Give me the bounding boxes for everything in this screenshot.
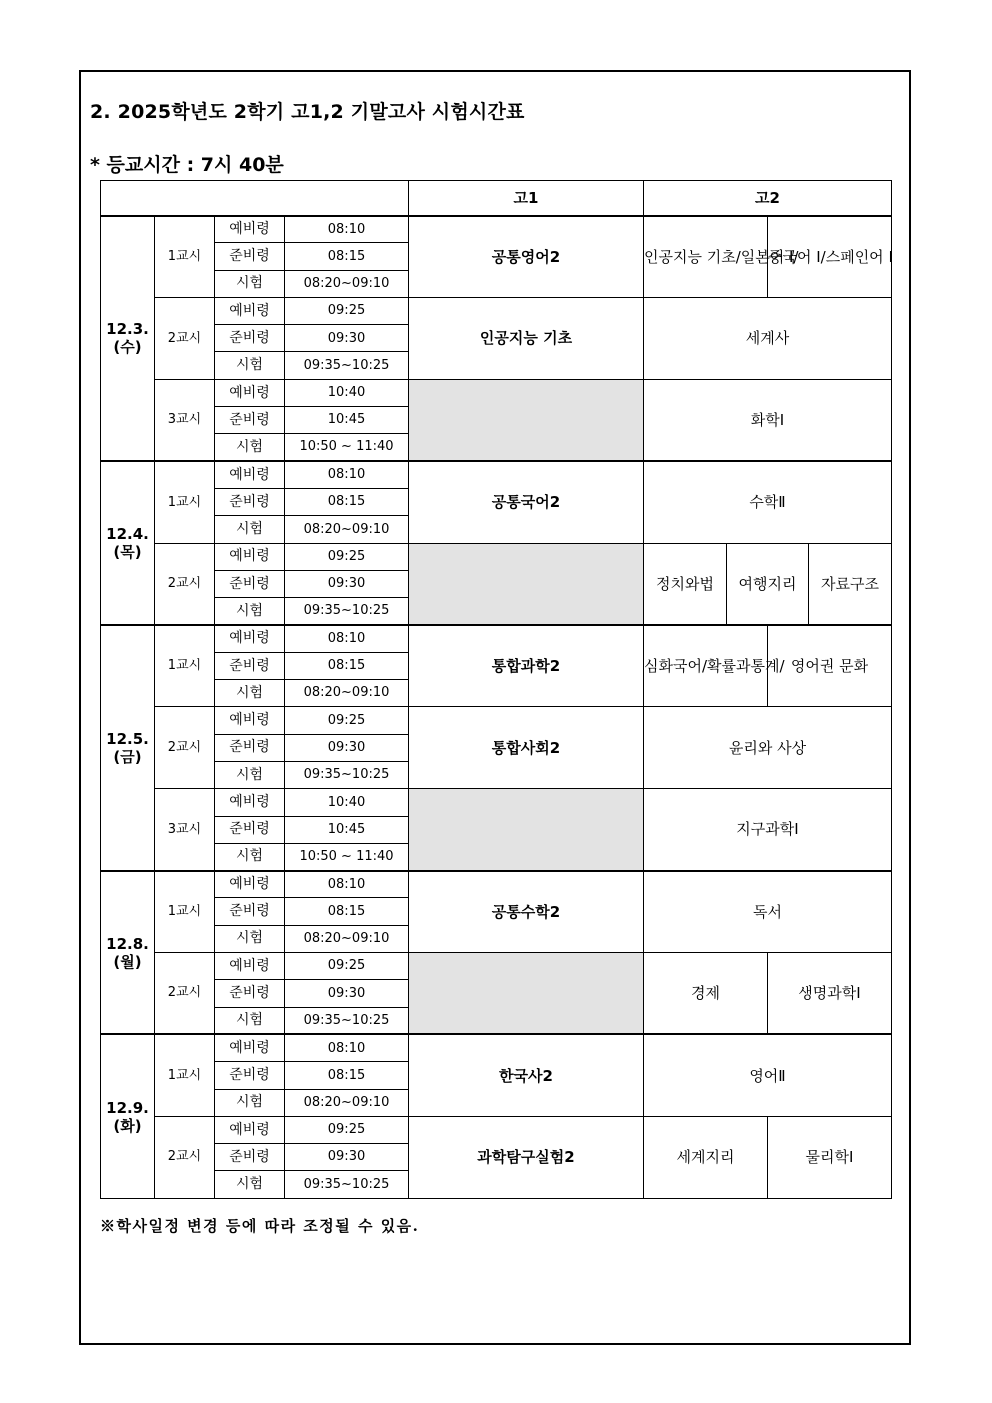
period-cell: 1교시 bbox=[155, 216, 215, 298]
grade1-subject: 과학탐구실험2 bbox=[409, 1116, 644, 1198]
bell-time: 08:10 bbox=[285, 461, 409, 488]
header-grade2: 고2 bbox=[644, 181, 892, 216]
bell-label: 준비령 bbox=[215, 652, 285, 679]
bell-time: 10:45 bbox=[285, 816, 409, 843]
day-date: 12.9. bbox=[106, 1098, 149, 1117]
day-weekday: (수) bbox=[113, 338, 142, 357]
bell-label: 시험 bbox=[215, 843, 285, 870]
grade2-subject: 수학Ⅱ bbox=[644, 461, 892, 543]
grade2-subject: 물리학Ⅰ bbox=[768, 1116, 892, 1198]
bell-time: 09:30 bbox=[285, 570, 409, 597]
period-cell: 2교시 bbox=[155, 543, 215, 625]
bell-label: 예비령 bbox=[215, 1034, 285, 1061]
bell-time: 08:20~09:10 bbox=[285, 270, 409, 297]
bell-label: 준비령 bbox=[215, 816, 285, 843]
bell-time: 09:35~10:25 bbox=[285, 598, 409, 625]
time-row bbox=[101, 216, 892, 243]
grade1-subject bbox=[409, 789, 644, 871]
day-date: 12.8. bbox=[106, 934, 149, 953]
time-row bbox=[101, 625, 892, 652]
period-cell: 1교시 bbox=[155, 625, 215, 707]
exam-timetable bbox=[100, 180, 892, 1199]
bell-label: 예비령 bbox=[215, 871, 285, 898]
period-cell: 2교시 bbox=[155, 1116, 215, 1198]
bell-time: 08:20~09:10 bbox=[285, 925, 409, 952]
time-row bbox=[101, 297, 892, 324]
grade2-subject: 자료구조 bbox=[809, 543, 892, 625]
header-blank bbox=[101, 181, 409, 216]
bell-label: 준비령 bbox=[215, 488, 285, 515]
bell-label: 준비령 bbox=[215, 1144, 285, 1171]
bell-time: 09:25 bbox=[285, 297, 409, 324]
bell-time: 08:10 bbox=[285, 625, 409, 652]
day-cell bbox=[101, 625, 155, 871]
bell-time: 10:40 bbox=[285, 379, 409, 406]
grade2-subject: 세계사 bbox=[644, 297, 892, 379]
bell-time: 08:20~09:10 bbox=[285, 1089, 409, 1116]
bell-time: 09:30 bbox=[285, 734, 409, 761]
period-cell: 1교시 bbox=[155, 461, 215, 543]
bell-label: 예비령 bbox=[215, 789, 285, 816]
bell-label: 시험 bbox=[215, 1089, 285, 1116]
bell-time: 08:15 bbox=[285, 898, 409, 925]
day-weekday: (목) bbox=[113, 543, 142, 562]
bell-label: 예비령 bbox=[215, 297, 285, 324]
grade2-subject: 독서 bbox=[644, 871, 892, 953]
bell-label: 준비령 bbox=[215, 1062, 285, 1089]
bell-time: 09:35~10:25 bbox=[285, 1007, 409, 1034]
day-cell bbox=[101, 871, 155, 1035]
bell-label: 준비령 bbox=[215, 325, 285, 352]
document-title: 2. 2025학년도 2학기 고1,2 기말고사 시험시간표 bbox=[90, 101, 525, 123]
time-row bbox=[101, 1034, 892, 1061]
bell-time: 08:15 bbox=[285, 488, 409, 515]
period-cell: 2교시 bbox=[155, 707, 215, 789]
bell-label: 시험 bbox=[215, 925, 285, 952]
period-cell: 2교시 bbox=[155, 953, 215, 1035]
bell-label: 준비령 bbox=[215, 980, 285, 1007]
time-row bbox=[101, 543, 892, 570]
grade2-subject: 정치와법 bbox=[644, 543, 727, 625]
grade1-subject bbox=[409, 543, 644, 625]
day-cell bbox=[101, 1034, 155, 1198]
grade1-subject: 공통영어2 bbox=[409, 216, 644, 298]
time-row bbox=[101, 461, 892, 488]
grade2-subject: 생명과학Ⅰ bbox=[768, 953, 892, 1035]
bell-label: 예비령 bbox=[215, 216, 285, 243]
bell-label: 시험 bbox=[215, 761, 285, 788]
grade2-subject: 여행지리 bbox=[727, 543, 809, 625]
grade1-subject: 공통수학2 bbox=[409, 871, 644, 953]
bell-label: 예비령 bbox=[215, 625, 285, 652]
bell-time: 08:20~09:10 bbox=[285, 516, 409, 543]
grade1-subject bbox=[409, 379, 644, 461]
bell-time: 09:30 bbox=[285, 325, 409, 352]
time-row bbox=[101, 1116, 892, 1143]
bell-label: 준비령 bbox=[215, 407, 285, 434]
grade2-subject: 영어Ⅱ bbox=[644, 1034, 892, 1116]
bell-label: 시험 bbox=[215, 1007, 285, 1034]
period-cell: 1교시 bbox=[155, 871, 215, 953]
day-weekday: (화) bbox=[113, 1116, 142, 1135]
header-row bbox=[101, 181, 892, 216]
grade1-subject: 통합과학2 bbox=[409, 625, 644, 707]
bell-time: 08:10 bbox=[285, 216, 409, 243]
grade2-subject: 윤리와 사상 bbox=[644, 707, 892, 789]
bell-label: 준비령 bbox=[215, 898, 285, 925]
bell-time: 10:50 ~ 11:40 bbox=[285, 434, 409, 461]
period-cell: 2교시 bbox=[155, 297, 215, 379]
time-row bbox=[101, 789, 892, 816]
adjustment-note: ※학사일정 변경 등에 따라 조정될 수 있음. bbox=[100, 1217, 420, 1235]
bell-label: 예비령 bbox=[215, 543, 285, 570]
grade1-subject: 인공지능 기초 bbox=[409, 297, 644, 379]
bell-time: 08:20~09:10 bbox=[285, 680, 409, 707]
period-cell: 3교시 bbox=[155, 789, 215, 871]
bell-time: 09:25 bbox=[285, 953, 409, 980]
bell-label: 시험 bbox=[215, 680, 285, 707]
grade1-subject bbox=[409, 953, 644, 1035]
day-weekday: (월) bbox=[113, 952, 142, 971]
day-date: 12.4. bbox=[106, 525, 149, 544]
grade1-subject: 한국사2 bbox=[409, 1034, 644, 1116]
bell-label: 준비령 bbox=[215, 243, 285, 270]
day-weekday: (금) bbox=[113, 747, 142, 766]
day-date: 12.3. bbox=[106, 320, 149, 339]
day-date: 12.5. bbox=[106, 729, 149, 748]
bell-time: 08:15 bbox=[285, 1062, 409, 1089]
bell-label: 예비령 bbox=[215, 953, 285, 980]
period-cell: 3교시 bbox=[155, 379, 215, 461]
time-row bbox=[101, 953, 892, 980]
bell-label: 예비령 bbox=[215, 379, 285, 406]
bell-time: 10:50 ~ 11:40 bbox=[285, 843, 409, 870]
grade1-subject: 통합사회2 bbox=[409, 707, 644, 789]
grade2-subject: 화학Ⅰ bbox=[644, 379, 892, 461]
bell-time: 09:35~10:25 bbox=[285, 352, 409, 379]
bell-time: 09:30 bbox=[285, 1144, 409, 1171]
bell-label: 준비령 bbox=[215, 570, 285, 597]
bell-time: 09:25 bbox=[285, 543, 409, 570]
bell-label: 준비령 bbox=[215, 734, 285, 761]
time-row bbox=[101, 379, 892, 406]
bell-time: 10:45 bbox=[285, 407, 409, 434]
bell-label: 예비령 bbox=[215, 1116, 285, 1143]
header-grade1: 고1 bbox=[409, 181, 644, 216]
time-row bbox=[101, 707, 892, 734]
grade2-subject: 중국어 Ⅰ/스페인어 Ⅰ bbox=[768, 216, 892, 298]
bell-time: 08:15 bbox=[285, 243, 409, 270]
grade2-subject: 세계지리 bbox=[644, 1116, 768, 1198]
arrival-time: * 등교시간 : 7시 40분 bbox=[90, 154, 284, 176]
bell-time: 08:10 bbox=[285, 1034, 409, 1061]
bell-time: 09:25 bbox=[285, 1116, 409, 1143]
bell-time: 08:10 bbox=[285, 871, 409, 898]
day-cell bbox=[101, 216, 155, 462]
grade1-subject: 공통국어2 bbox=[409, 461, 644, 543]
bell-time: 10:40 bbox=[285, 789, 409, 816]
bell-label: 시험 bbox=[215, 1171, 285, 1198]
bell-label: 예비령 bbox=[215, 707, 285, 734]
grade2-subject: 심화국어/확률과통계/ bbox=[644, 625, 768, 707]
bell-time: 09:30 bbox=[285, 980, 409, 1007]
bell-label: 시험 bbox=[215, 516, 285, 543]
bell-time: 09:25 bbox=[285, 707, 409, 734]
time-row bbox=[101, 871, 892, 898]
period-cell: 1교시 bbox=[155, 1034, 215, 1116]
bell-label: 예비령 bbox=[215, 461, 285, 488]
grade2-subject: 영어권 문화 bbox=[768, 625, 892, 707]
bell-label: 시험 bbox=[215, 598, 285, 625]
bell-time: 08:15 bbox=[285, 652, 409, 679]
day-cell bbox=[101, 461, 155, 625]
bell-time: 09:35~10:25 bbox=[285, 761, 409, 788]
bell-label: 시험 bbox=[215, 352, 285, 379]
bell-label: 시험 bbox=[215, 270, 285, 297]
bell-label: 시험 bbox=[215, 434, 285, 461]
grade2-subject: 인공지능 기초/일본어 Ⅰ/ bbox=[644, 216, 768, 298]
bell-time: 09:35~10:25 bbox=[285, 1171, 409, 1198]
grade2-subject: 경제 bbox=[644, 953, 768, 1035]
grade2-subject: 지구과학Ⅰ bbox=[644, 789, 892, 871]
